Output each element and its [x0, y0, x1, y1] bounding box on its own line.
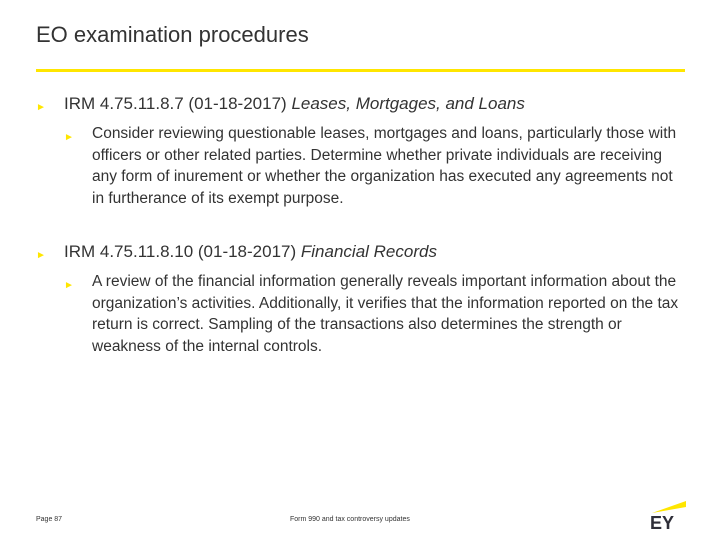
- ey-logo-icon: [648, 495, 686, 531]
- sub-bullet-text: A review of the financial information generally reveals important information about the organization’s activities. Additionally, it verifies that the information reported on the tax return is correct. Sampling of the transactions also determines the strength or weakness of the internal controls.: [92, 273, 679, 356]
- logo-text: EY: [650, 513, 675, 531]
- irm-reference: IRM 4.75.11.8.7 (01-18-2017): [64, 94, 292, 113]
- footer-text: Form 990 and tax controversy updates: [290, 516, 410, 523]
- sub-bullet-arrow-icon: ►: [64, 132, 74, 143]
- bullet-arrow-icon: ►: [36, 102, 46, 113]
- irm-topic: Leases, Mortgages, and Loans: [291, 94, 525, 113]
- bullet-arrow-icon: ►: [36, 250, 46, 261]
- irm-topic: Financial Records: [300, 242, 437, 261]
- sub-bullet: [64, 271, 684, 358]
- bullet-item: [34, 94, 684, 210]
- bullet-heading: [34, 242, 684, 262]
- irm-reference: IRM 4.75.11.8.10 (01-18-2017): [64, 242, 301, 261]
- bullet-item: [34, 242, 684, 358]
- sub-bullet-text: Consider reviewing questionable leases, mortgages and loans, particularly those with officers or other related parties. Determine whether private individuals are receiving any form of inurement or whether the organization has executed any agreements not in furtherance of its exempt purpose.: [92, 125, 677, 208]
- bullet-heading: [34, 94, 684, 114]
- page-number: Page 87: [36, 516, 63, 523]
- title-divider: [36, 69, 685, 72]
- page-title: EO examination procedures: [36, 22, 309, 47]
- sub-bullet: [64, 123, 684, 210]
- sub-bullet-arrow-icon: ►: [64, 280, 74, 291]
